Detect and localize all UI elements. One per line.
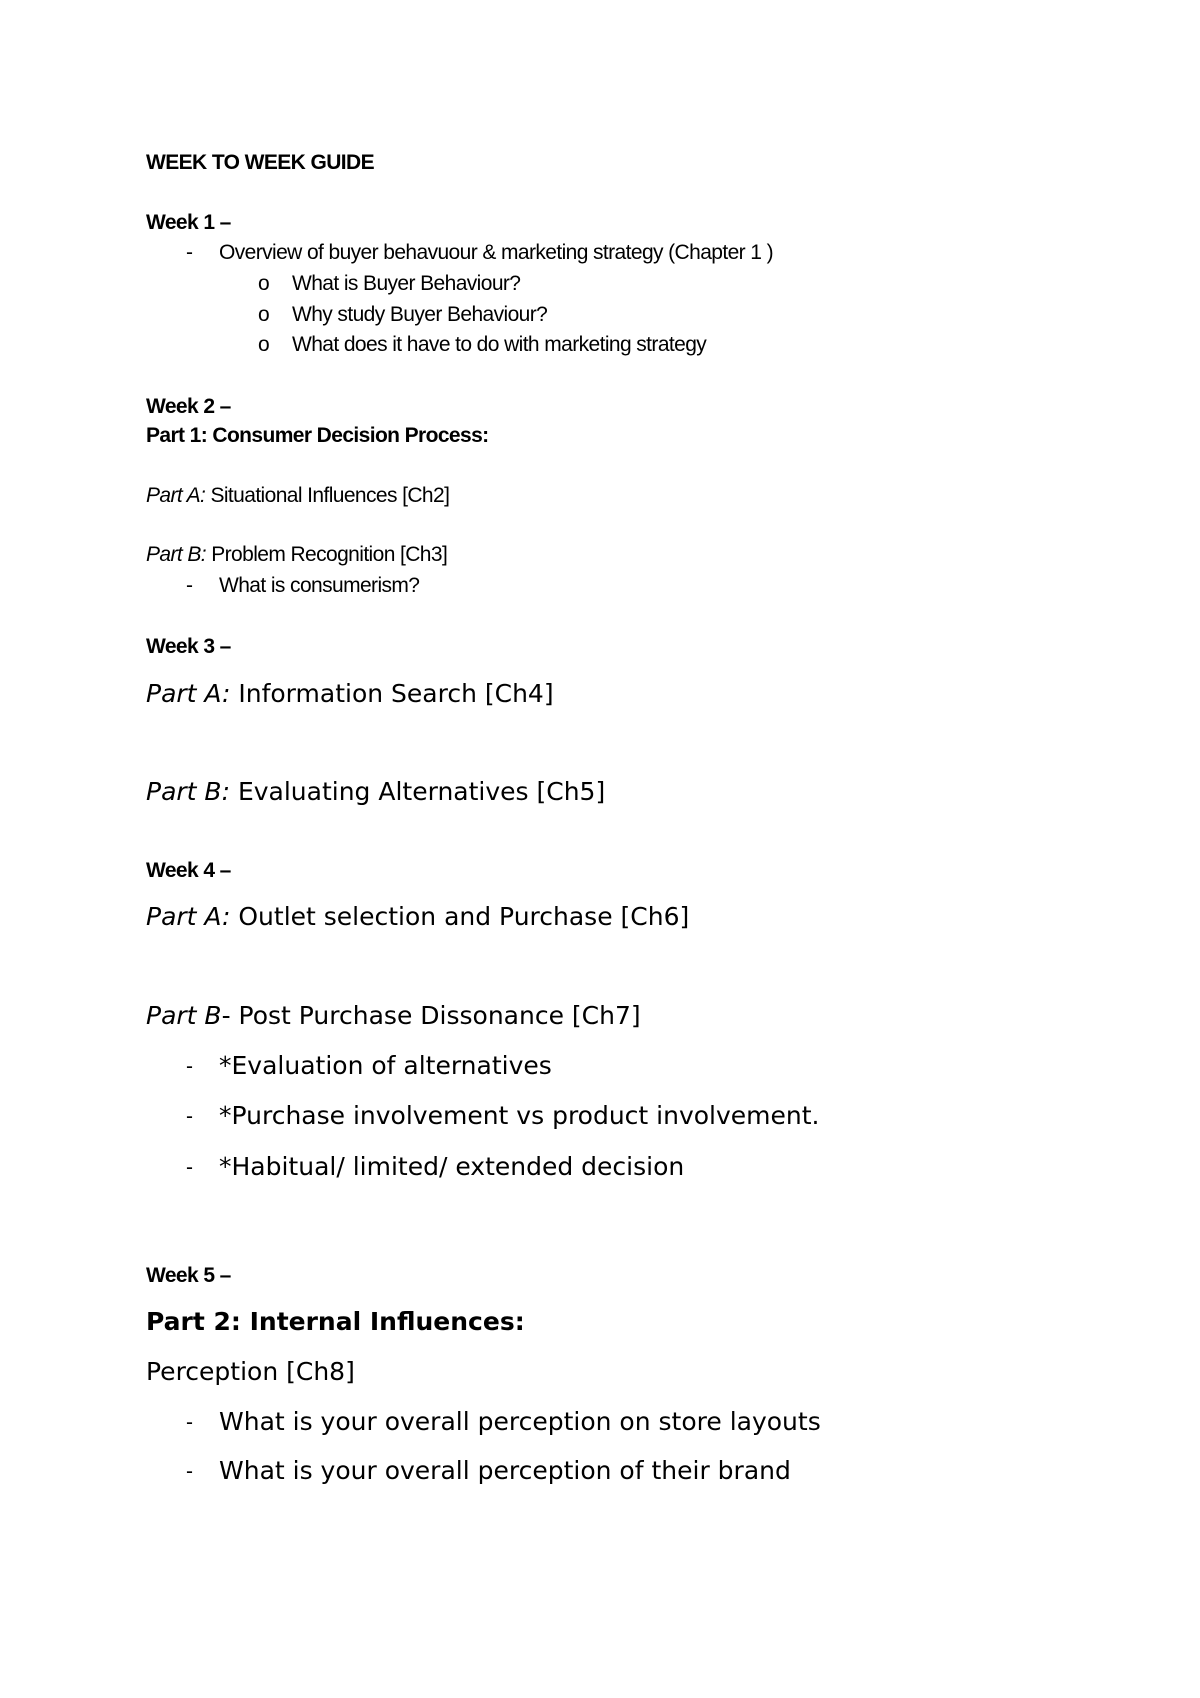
dash-bullet: - [186, 1105, 193, 1128]
week-1-item: Overview of buyer behavuour & marketing strategy (Chapter 1 ) [219, 241, 774, 264]
dash-bullet: - [186, 1156, 193, 1179]
part-text: Situational Influences [Ch2] [205, 484, 450, 507]
week-4-item: *Habitual/ limited/ extended decision [219, 1152, 685, 1181]
dash-bullet: - [186, 1055, 193, 1078]
dash-bullet: - [186, 241, 193, 264]
week-4-part-a [146, 904, 689, 929]
week-2-heading: Week 2 – [146, 395, 231, 418]
part-label: Part B: [146, 543, 206, 566]
part-label: Part A: [146, 902, 231, 931]
week-1-heading: Week 1 – [146, 211, 231, 234]
part-1-heading: Part 1: Consumer Decision Process: [146, 424, 489, 447]
part-text: Outlet selection and Purchase [Ch6] [230, 902, 690, 931]
part-text: Information Search [Ch4] [230, 679, 554, 708]
week-1-subitem: What does it have to do with marketing strategy [292, 333, 707, 356]
week-5-heading: Week 5 – [146, 1264, 231, 1287]
week-5-topic: Perception [Ch8] [146, 1357, 355, 1386]
document-title: WEEK TO WEEK GUIDE [146, 151, 374, 174]
part-text: Evaluating Alternatives [Ch5] [230, 777, 606, 806]
part-label: Part A: [146, 484, 206, 507]
week-2-part-a [146, 485, 449, 506]
part-2-heading: Part 2: Internal Influences: [146, 1307, 525, 1336]
week-4-item: *Evaluation of alternatives [219, 1051, 552, 1080]
part-label: Part A: [146, 679, 231, 708]
week-5-item: What is your overall perception of their brand [219, 1456, 791, 1485]
circle-bullet: o [258, 333, 270, 356]
week-3-heading: Week 3 – [146, 635, 231, 658]
part-label: Part B [146, 1001, 222, 1030]
week-2-part-b [146, 544, 447, 565]
part-text: - Post Purchase Dissonance [Ch7] [221, 1001, 641, 1030]
dash-bullet: - [186, 574, 193, 597]
week-1-subitem: Why study Buyer Behaviour? [292, 303, 548, 326]
part-text: Problem Recognition [Ch3] [206, 543, 448, 566]
week-4-item: *Purchase involvement vs product involvement. [219, 1101, 820, 1130]
dash-bullet: - [186, 1411, 193, 1434]
week-2-item: What is consumerism? [219, 574, 420, 597]
dash-bullet: - [186, 1460, 193, 1483]
circle-bullet: o [258, 303, 270, 326]
part-label: Part B: [146, 777, 230, 806]
week-4-heading: Week 4 – [146, 859, 231, 882]
week-4-part-b [146, 1003, 641, 1028]
week-5-item: What is your overall perception on store layouts [219, 1407, 821, 1436]
week-3-part-b [146, 779, 605, 804]
week-3-part-a [146, 681, 554, 706]
circle-bullet: o [258, 272, 270, 295]
week-1-subitem: What is Buyer Behaviour? [292, 272, 521, 295]
